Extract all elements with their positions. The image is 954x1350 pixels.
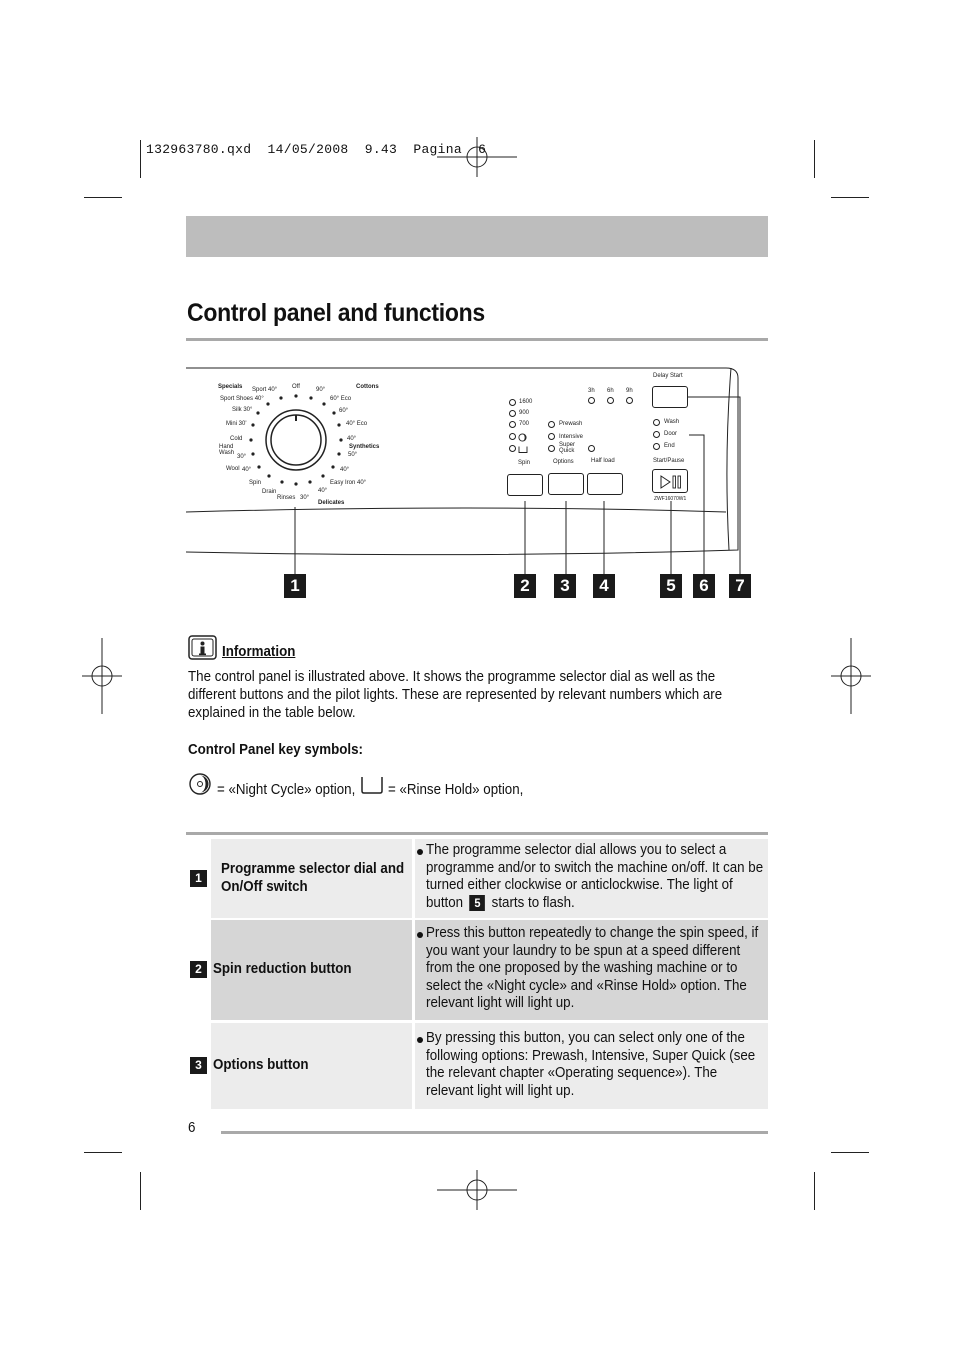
callout-7: 7 xyxy=(729,574,751,598)
information-heading: Information xyxy=(222,644,296,660)
callout-6: 6 xyxy=(693,574,715,598)
table-top-rule xyxy=(186,832,768,835)
information-icon xyxy=(188,635,218,661)
callout-4: 4 xyxy=(593,574,615,598)
row-desc-cell: The programme selector dial allows you to select a programme and/or to switch the machine on/off. It can be turned either clockwise or anticlockwise. The light of button 5 starts to flash. xyxy=(415,839,768,918)
bullet xyxy=(417,932,423,938)
row-label-cell: Spin reduction button xyxy=(211,920,412,1020)
row-label-cell: Programme selector dial and On/Off switch xyxy=(211,839,412,918)
row-number-badge: 1 xyxy=(190,870,207,887)
rinse-hold-symbol-icon xyxy=(360,775,384,795)
bullet xyxy=(417,849,423,855)
title-rule xyxy=(186,338,768,341)
bullet xyxy=(417,1037,423,1043)
button-5-ref-badge: 5 xyxy=(470,895,486,911)
registration-mark-left xyxy=(80,636,124,716)
callout-leader-lines xyxy=(186,358,768,588)
registration-mark-bottom xyxy=(435,1168,519,1212)
footer-rule xyxy=(221,1131,768,1134)
row-desc-cell: Press this button repeatedly to change the spin speed, if you want your laundry to be spun at a speed different from the one proposed by the washing machine or to select the «Night cycle» and «Rinse Hold» option. The relevant light will light up. xyxy=(415,920,768,1020)
page-title: Control panel and functions xyxy=(187,299,485,327)
row-label-cell: Options button xyxy=(211,1023,412,1109)
print-header: 132963780.qxd 14/05/2008 9.43 Pagina 6 xyxy=(146,142,487,157)
callout-1: 1 xyxy=(284,574,306,598)
page-number: 6 xyxy=(188,1120,196,1136)
callout-5: 5 xyxy=(660,574,682,598)
callout-2: 2 xyxy=(514,574,536,598)
night-cycle-text: = «Night Cycle» option, xyxy=(217,782,356,798)
registration-mark-right xyxy=(829,636,873,716)
key-symbols-heading: Control Panel key symbols: xyxy=(188,742,363,758)
callout-3: 3 xyxy=(554,574,576,598)
row-number-badge: 2 xyxy=(190,961,207,978)
information-body: The control panel is illustrated above. It shows the programme selector dial as well as the different buttons and the pilot lights. These are represented by relevant numbers which are explained in the table below. xyxy=(188,669,723,721)
row-number-badge: 3 xyxy=(190,1057,207,1074)
rinse-hold-text: = «Rinse Hold» option, xyxy=(388,782,524,798)
model-code: ZWF16070W1 xyxy=(654,496,687,502)
header-band xyxy=(186,216,768,257)
row-desc-cell: By pressing this button, you can select only one of the following options: Prewash, Intensive, Super Quick (see the relevant chapter «Operating sequence»). The relevant light will light up. xyxy=(415,1023,768,1109)
night-cycle-symbol-icon xyxy=(188,772,212,796)
control-panel-illustration: Specials Sport 40° Off 90° Cottons Sport Shoes 40° 60° Eco Silk 30° 60° Mini 30' 40° Eco Cold 40° Hand Wash Synthetics 30° 50° Wool 40° 40° Spin Easy Iron 40° Drain 40° Rinses 30° Delicates 1600 900 700 Spin Prewash Intensive Super Quick Options Half load 3h 6h 9h Delay Start Wash Door End Start/Pause ZWF16070W1 xyxy=(186,358,768,558)
